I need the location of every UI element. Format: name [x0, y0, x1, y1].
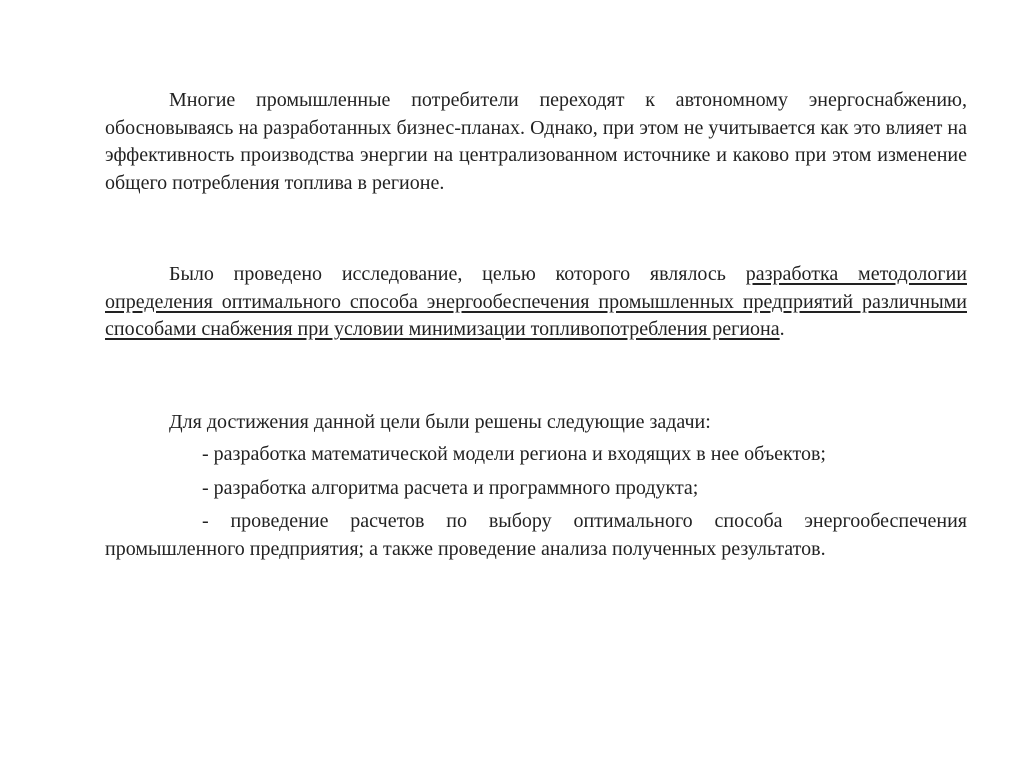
research-goal-underlined: разработка методологии определения оптимального способа энергообеспечения промышленных предприятий различными способами снабжения при условии минимизации топливопотребления региона — [105, 263, 967, 340]
research-goal-paragraph — [105, 261, 967, 344]
intro-paragraph: Многие промышленные потребители переходят к автономному энергоснабжению, обосновываясь на разработанных бизнес-планах. Однако, при этом не учитывается как это влияет на эффективность производства энергии на централизованном источнике и каково при этом изменение общего потребления топлива в регионе. — [105, 89, 967, 194]
task-item-2: - разработка алгоритма расчета и программного продукта; — [202, 477, 699, 499]
task-item-1: - разработка математической модели региона и входящих в нее объектов; — [202, 443, 826, 465]
research-goal-lead: Было проведено исследование, целью которого являлось — [169, 263, 746, 285]
research-goal-tail: . — [779, 318, 785, 340]
task-item-3: - проведение расчетов по выбору оптимального способа энергообеспечения промышленного предприятия; а также проведение анализа полученных результатов. — [105, 510, 967, 560]
tasks-intro: Для достижения данной цели были решены следующие задачи: — [169, 411, 711, 433]
